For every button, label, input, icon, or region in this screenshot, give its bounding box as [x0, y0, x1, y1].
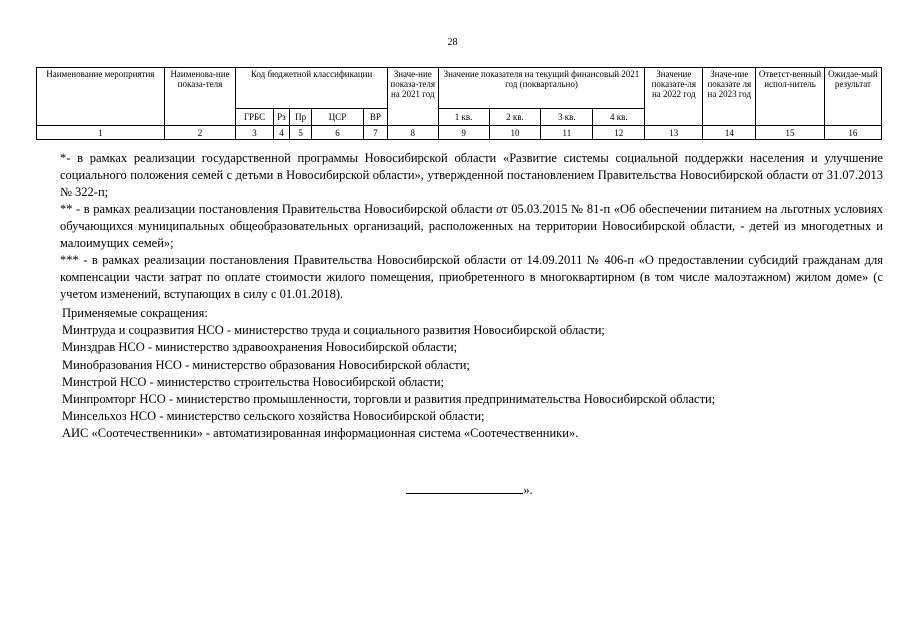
header-code: Код бюджетной классификации — [236, 68, 388, 109]
abbreviation-item: Минстрой НСО - министерство строительства Новосибирской области; — [62, 374, 444, 389]
column-number: 11 — [541, 126, 593, 140]
footnote-double-star: ** - в рамках реализации постановления Правительства Новосибирской области от 05.03.2015 № 81-п «Об обеспечении питанием на льготных условиях обучающихся муниципальных общеобразовательных организаций, расположенных на территории Новосибирской области, - детей из многодетных и малоимущих семей»; — [60, 202, 883, 250]
subheader-q2: 2 кв. — [489, 109, 541, 126]
column-number: 5 — [290, 126, 312, 140]
subheader-q3: 3 кв. — [541, 109, 593, 126]
subheader-pr: Пр — [290, 109, 312, 126]
closing-line — [0, 481, 905, 498]
footnotes — [60, 150, 883, 303]
subheader-grbs: ГРБС — [236, 109, 273, 126]
column-number: 12 — [593, 126, 645, 140]
column-number: 13 — [645, 126, 703, 140]
abbreviation-item: Минздрав НСО - министерство здравоохранения Новосибирской области; — [62, 340, 458, 355]
header-indicator: Наименова-ние показа-теля — [164, 68, 236, 126]
closing-quote: ». — [523, 483, 533, 497]
footnote-single-star: *- в рамках реализации государственной программы Новосибирской области «Развитие системы социальной поддержки населения и улучшение социального положения семей с детьми в Новосибирской области», утвержденной постановлением Правительства Новосибирской области от 31.07.2013 № 322-п; — [60, 151, 883, 199]
header-name: Наименование мероприятия — [37, 68, 165, 126]
table-number-row — [37, 126, 882, 140]
column-number: 4 — [273, 126, 290, 140]
abbreviation-item: Минсельхоз НСО - министерство сельского хозяйства Новосибирской области; — [62, 409, 485, 424]
subheader-q1: 1 кв. — [438, 109, 489, 126]
column-number: 8 — [387, 126, 438, 140]
abbreviation-item: Минпромторг НСО - министерство промышленности, торговли и развития предпринимательства Новосибирской области; — [62, 392, 716, 407]
abbreviation-item: Минобразования НСО - министерство образования Новосибирской области; — [62, 357, 470, 372]
header-current: Значение показателя на текущий финансовый 2021 год (поквартально) — [438, 68, 645, 109]
header-value-2023: Значе-ние показате ля на 2023 год — [703, 68, 756, 126]
abbreviation-item: АИС «Соотечественники» - автоматизированная информационная система «Соотечественники». — [62, 426, 579, 441]
signature-underline — [406, 481, 523, 494]
header-responsible: Ответст-венный испол-нитель — [756, 68, 825, 126]
column-number: 1 — [37, 126, 165, 140]
column-number: 14 — [703, 126, 756, 140]
table-header-row — [37, 68, 882, 109]
abbreviation-item: Минтруда и соцразвития НСО - министерство труда и социального развития Новосибирской области; — [62, 323, 605, 338]
subheader-csr: ЦСР — [312, 109, 364, 126]
column-number: 2 — [164, 126, 236, 140]
column-number: 10 — [489, 126, 541, 140]
column-number: 6 — [312, 126, 364, 140]
column-number: 7 — [363, 126, 387, 140]
column-number: 3 — [236, 126, 273, 140]
subheader-rz: Рз — [273, 109, 290, 126]
header-result: Ожидае-мый результат — [824, 68, 881, 126]
header-value-2021: Значе-ние показа-теля на 2021 год — [387, 68, 438, 126]
abbreviations-title: Применяемые сокращения: — [62, 306, 208, 320]
footnote-triple-star: *** - в рамках реализации постановления Правительства Новосибирской области от 14.09.2011 № 406-п «О предоставлении субсидий гражданам для компенсации части затрат по оплате стоимости жилого помещения, приобретенного в многоквартирном (в том числе малоэтажном) жилом доме» (с учетом изменений, вступающих в силу с 01.01.2018). — [60, 253, 883, 301]
column-number: 15 — [756, 126, 825, 140]
abbreviations-section — [62, 305, 885, 443]
subheader-vr: ВР — [363, 109, 387, 126]
column-number: 16 — [824, 126, 881, 140]
subheader-q4: 4 кв. — [593, 109, 645, 126]
header-value-2022: Значение показате-ля на 2022 год — [645, 68, 703, 126]
budget-table — [36, 67, 882, 140]
column-number: 9 — [438, 126, 489, 140]
page-number: 28 — [447, 37, 458, 48]
